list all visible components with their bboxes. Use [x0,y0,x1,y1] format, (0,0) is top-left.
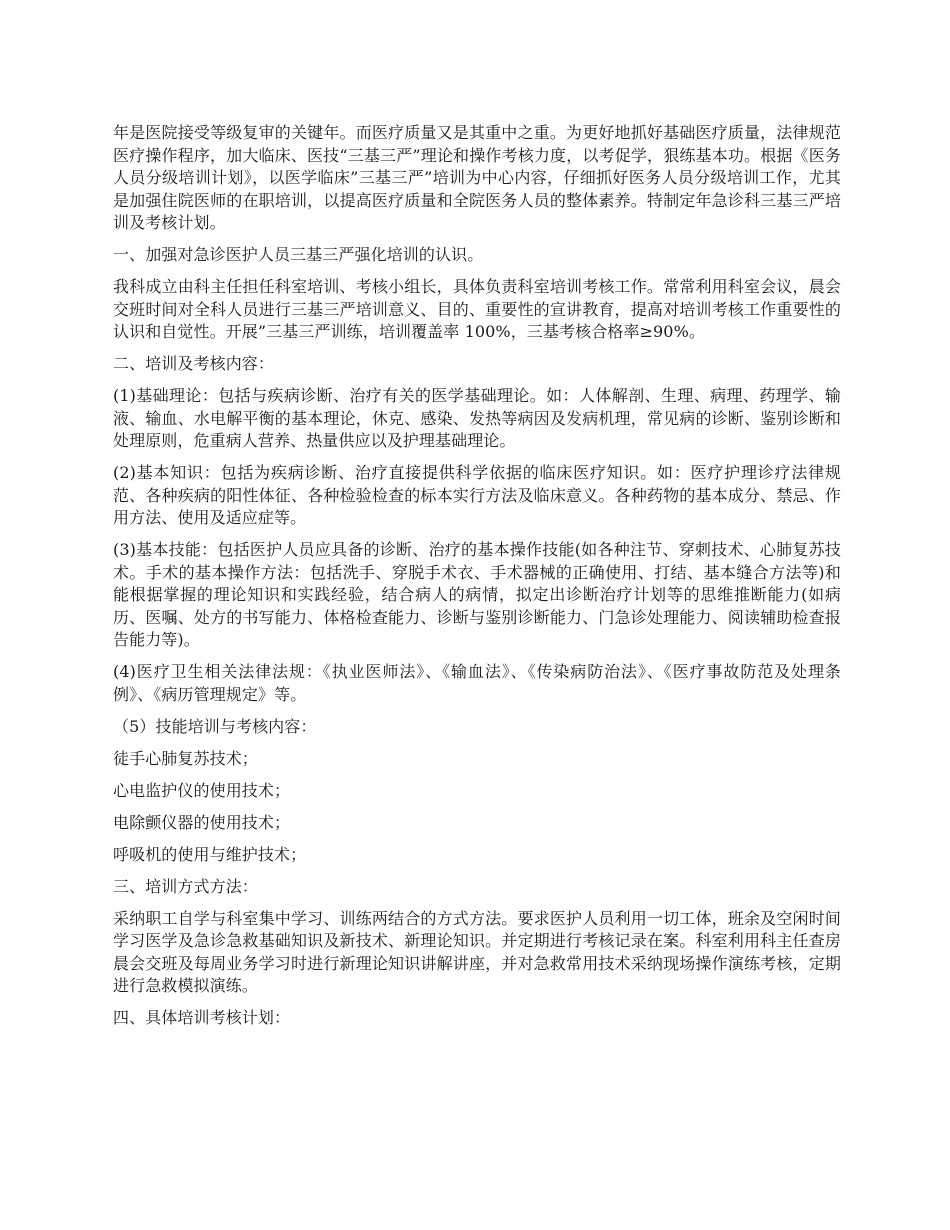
skill-item-ventilator: 呼吸机的使用与维护技术； [113,844,307,864]
section-heading-2: 二、培训及考核内容： [113,354,275,373]
section-3-paragraph: 采纳职工自学与科室集中学习、训练两结合的方式方法。要求医护人员利用一切工体，班余及空闲时间学习医学及急诊急救基础知识及新技术、新理论知识。并定期进行考核记录在案。科室利用科主任查房晨会交班及每周业务学习时进行新理论知识讲解讲座，并对急救常用技术采纳现场操作演练考核，定期进行急救模拟演练。 [113,908,841,995]
intro-paragraph: 年是医院接受等级复审的关键年。而医疗质量又是其重中之重。为更好地抓好基础医疗质量，法律规范医疗操作程序，加大临床、医技“三基三严”理论和操作考核力度，以考促学，狠练基本功。根据《医务人员分级培训计划》，以医学临床”三基三严”培训为中心内容，仔细抓好医务人员分级培训工作，尤其是加强住院医师的在职培训，以提高医疗质量和全院医务人员的整体素养。特制定年急诊科三基三严培训及考核计划。 [113,123,841,232]
item-basic-knowledge: (2)基本知识：包括为疾病诊断、治疗直接提供科学依据的临床医疗知识。如：医疗护理诊疗法律规范、各种疾病的阳性体征、各种检验检查的标本实行方法及临床意义。各种药物的基本成分、禁忌、作用方法、使用及适应症等。 [113,463,841,527]
item-basic-theory: (1)基础理论：包括与疾病诊断、治疗有关的医学基础理论。如：人体解剖、生理、病理、药理学、输液、输血、水电解平衡的基本理论，休克、感染、发热等病因及发病机理，常见病的诊断、鉴别诊断和处理原则，危重病人营养、热量供应以及护理基础理论。 [113,386,841,450]
skill-item-ecg-monitor: 心电监护仪的使用技术； [113,780,291,800]
section-heading-3: 三、培训方式方法： [113,876,258,896]
section-1-paragraph: 我科成立由科主任担任科室培训、考核小组长，具体负责科室培训考核工作。常常利用科室会议，晨会交班时间对全科人员进行三基三严培训意义、目的、重要性的宣讲教育，提高对培训考核工作重要性的认识和自觉性。开展”三基三严训练，培训覆盖率 100%，三基考核合格率≥90%。 [113,277,841,341]
skill-item-defibrillator: 电除颤仪器的使用技术； [113,812,291,832]
skill-item-cpr: 徒手心肺复苏技术； [113,748,258,768]
section-heading-1: 一、加强对急诊医护人员三基三严强化培训的认识。 [113,245,484,264]
section-heading-4: 四、具体培训考核计划： [113,1008,291,1027]
document-page [113,122,841,1039]
item-basic-skills: (3)基本技能：包括医护人员应具备的诊断、治疗的基本操作技能(如各种注节、穿刺技术、心肺复苏技术。手术的基本操作方法：包括洗手、穿脱手术衣、手术器械的正确使用、打结、基本缝合方法等)和能根据掌握的理论知识和实践经验，结合病人的病情，拟定出诊断治疗计划等的思维推断能力(如病历、医嘱、处方的书写能力、体格检查能力、诊断与鉴别诊断能力、门急诊处理能力、阅读辅助检查报告能力等)。 [113,540,841,649]
item-skill-training-heading: （5）技能培训与考核内容： [113,716,317,736]
item-laws: (4)医疗卫生相关法律法规：《执业医师法》、《输血法》、《传染病防治法》、《医疗事故防范及处理条例》、《病历管理规定》等。 [113,662,841,704]
